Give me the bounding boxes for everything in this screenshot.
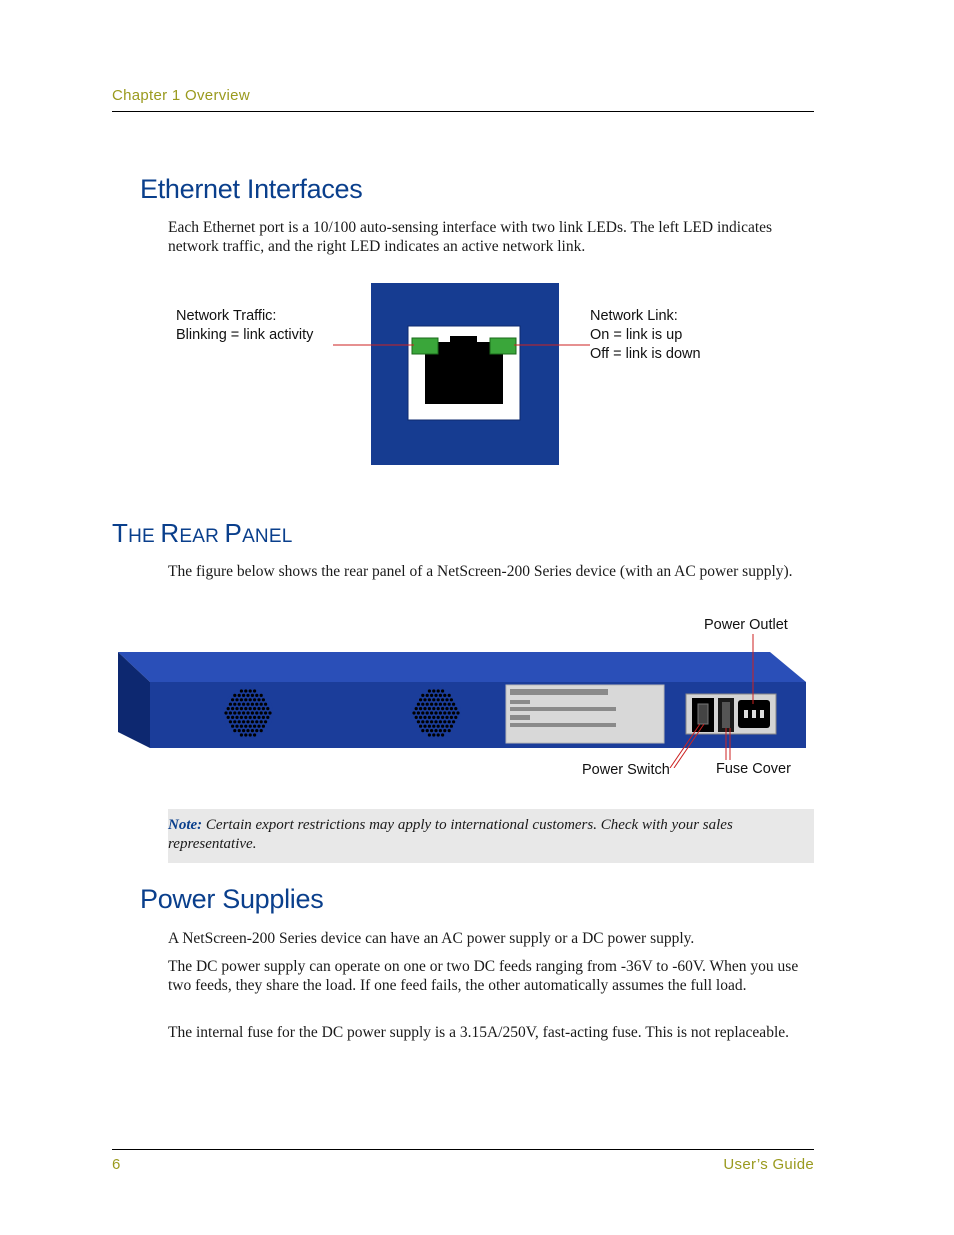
- vent-hole: [249, 725, 252, 728]
- heading-rest-he: HE: [128, 526, 161, 547]
- vent-hole: [260, 720, 263, 723]
- vent-hole: [229, 720, 232, 723]
- vent-hole: [233, 703, 236, 706]
- vent-hole: [417, 711, 420, 714]
- vent-hole: [251, 703, 254, 706]
- vent-hole: [257, 716, 260, 719]
- vent-hole: [434, 711, 437, 714]
- vent-hole: [249, 733, 252, 736]
- vent-hole: [249, 716, 252, 719]
- page-number: 6: [112, 1156, 121, 1173]
- vent-hole: [443, 720, 446, 723]
- vent-hole: [439, 720, 442, 723]
- label-plate-line: [510, 689, 608, 695]
- vent-hole: [430, 729, 433, 732]
- vent-hole: [428, 716, 431, 719]
- outlet-pin: [752, 710, 756, 718]
- label-plate-line: [510, 715, 530, 720]
- power-switch-label: Power Switch: [582, 762, 670, 778]
- running-header: Chapter 1 Overview: [112, 87, 250, 104]
- ethernet-port-figure: [330, 282, 600, 468]
- vent-hole: [233, 711, 236, 714]
- vent-hole: [242, 729, 245, 732]
- vent-hole: [260, 711, 263, 714]
- vent-hole: [251, 729, 254, 732]
- vent-hole: [233, 729, 236, 732]
- rear-panel-paragraph: The figure below shows the rear panel of a NetScreen-200 Series device (with an AC power supply).: [168, 563, 793, 580]
- vent-hole: [441, 733, 444, 736]
- vent-hole: [262, 725, 265, 728]
- rear-panel-figure: [110, 628, 822, 768]
- vent-hole: [249, 689, 252, 692]
- vent-hole: [454, 707, 457, 710]
- vent-hole: [423, 716, 426, 719]
- vent-hole: [229, 711, 232, 714]
- ethernet-paragraph: Each Ethernet port is a 10/100 auto-sensing interface with two link LEDs. The left LED indicates network traffic, and the right LED indicates an active network link.: [168, 219, 773, 255]
- vent-hole: [437, 725, 440, 728]
- vent-hole: [426, 729, 429, 732]
- vent-hole: [229, 703, 232, 706]
- vent-hole: [428, 725, 431, 728]
- outlet-pin: [744, 710, 748, 718]
- vent-hole: [244, 733, 247, 736]
- vent-hole: [255, 729, 258, 732]
- vent-hole: [430, 703, 433, 706]
- vent-hole: [231, 698, 234, 701]
- vent-hole: [450, 707, 453, 710]
- vent-hole: [253, 689, 256, 692]
- vent-hole: [249, 707, 252, 710]
- vent-hole: [240, 716, 243, 719]
- vent-hole: [257, 698, 260, 701]
- vent-hole: [238, 703, 241, 706]
- label-plate-line: [510, 723, 616, 727]
- vent-hole: [240, 707, 243, 710]
- power-paragraph-2: The DC power supply can operate on one or two DC feeds ranging from -36V to -60V. When you use two feeds, they share the load. If one feed fails, the other automatically assumes the full load.: [168, 958, 799, 994]
- vent-hole: [430, 720, 433, 723]
- vent-hole: [260, 703, 263, 706]
- vent-hole: [443, 703, 446, 706]
- vent-hole: [441, 725, 444, 728]
- vent-hole: [430, 711, 433, 714]
- vent-hole: [262, 716, 265, 719]
- device-top: [118, 652, 806, 682]
- vent-hole: [233, 694, 236, 697]
- vent-hole: [441, 689, 444, 692]
- vent-hole: [255, 720, 258, 723]
- vent-hole: [439, 703, 442, 706]
- vent-hole: [253, 725, 256, 728]
- vent-hole: [445, 716, 448, 719]
- vent-hole: [432, 725, 435, 728]
- vent-hole: [417, 703, 420, 706]
- vent-hole: [257, 725, 260, 728]
- vent-hole: [240, 698, 243, 701]
- vent-hole: [242, 694, 245, 697]
- vent-hole: [445, 707, 448, 710]
- vent-hole: [244, 698, 247, 701]
- power-outlet-label: Power Outlet: [704, 617, 788, 633]
- network-traffic-title: Network Traffic:: [176, 308, 277, 324]
- vent-hole: [240, 733, 243, 736]
- section-heading-rear-panel: [112, 518, 293, 549]
- vent-hole: [238, 694, 241, 697]
- vent-hole: [235, 698, 238, 701]
- network-link-title: Network Link:: [590, 308, 678, 324]
- vent-hole: [415, 716, 418, 719]
- vent-hole: [264, 711, 267, 714]
- power-switch-rocker: [698, 704, 708, 724]
- footer-rule: [112, 1149, 814, 1150]
- vent-hole: [240, 725, 243, 728]
- network-link-up: On = link is up: [590, 327, 683, 343]
- vent-hole: [434, 729, 437, 732]
- heading-rest-ear: EAR: [179, 526, 225, 547]
- section-heading-power: Power Supplies: [140, 884, 324, 914]
- vent-hole: [260, 694, 263, 697]
- outlet-pin: [760, 710, 764, 718]
- vent-hole: [448, 694, 451, 697]
- fuse-cover-slot: [722, 702, 730, 728]
- vent-hole: [428, 689, 431, 692]
- vent-hole: [235, 707, 238, 710]
- vent-hole: [432, 733, 435, 736]
- vent-hole: [227, 707, 230, 710]
- vent-hole: [450, 698, 453, 701]
- vent-hole: [419, 707, 422, 710]
- vent-hole: [423, 698, 426, 701]
- vent-hole: [448, 720, 451, 723]
- vent-hole: [262, 698, 265, 701]
- vent-hole: [441, 698, 444, 701]
- vent-hole: [426, 694, 429, 697]
- network-link-down: Off = link is down: [590, 346, 701, 362]
- vent-hole: [437, 698, 440, 701]
- vent-hole: [419, 716, 422, 719]
- vent-hole: [242, 703, 245, 706]
- fuse-cover-label: Fuse Cover: [716, 761, 791, 777]
- vent-hole: [264, 720, 267, 723]
- vent-hole: [428, 707, 431, 710]
- vent-hole: [268, 711, 271, 714]
- vent-hole: [432, 716, 435, 719]
- heading-cap-r: R: [160, 518, 180, 548]
- vent-hole: [448, 729, 451, 732]
- vent-hole: [242, 711, 245, 714]
- vent-hole: [238, 729, 241, 732]
- vent-hole: [441, 707, 444, 710]
- link-led: [490, 338, 516, 354]
- vent-hole: [235, 725, 238, 728]
- vent-hole: [428, 698, 431, 701]
- heading-rest-anel: ANEL: [242, 526, 293, 547]
- vent-hole: [445, 698, 448, 701]
- vent-hole: [439, 711, 442, 714]
- header-rule: [112, 111, 814, 112]
- vent-hole: [255, 694, 258, 697]
- vent-hole: [437, 716, 440, 719]
- vent-hole: [246, 703, 249, 706]
- traffic-led: [412, 338, 438, 354]
- vent-hole: [430, 694, 433, 697]
- vent-hole: [242, 720, 245, 723]
- vent-hole: [443, 729, 446, 732]
- vent-hole: [450, 716, 453, 719]
- vent-hole: [251, 694, 254, 697]
- vent-hole: [231, 716, 234, 719]
- vent-hole: [421, 720, 424, 723]
- heading-cap-p: P: [224, 518, 243, 548]
- vent-hole: [240, 689, 243, 692]
- vent-hole: [231, 707, 234, 710]
- network-link-label: [590, 307, 701, 364]
- vent-hole: [233, 720, 236, 723]
- vent-hole: [432, 698, 435, 701]
- note-body: Certain export restrictions may apply to international customers. Check with your sales representative.: [168, 817, 733, 852]
- vent-hole: [415, 707, 418, 710]
- vent-hole: [238, 720, 241, 723]
- vent-hole: [426, 711, 429, 714]
- section-heading-ethernet: Ethernet Interfaces: [140, 174, 363, 204]
- vent-hole: [421, 694, 424, 697]
- vent-hole: [423, 707, 426, 710]
- vent-hole: [260, 729, 263, 732]
- note-prefix: Note:: [168, 817, 203, 833]
- vent-hole: [452, 711, 455, 714]
- vent-hole: [264, 703, 267, 706]
- guide-title: User’s Guide: [723, 1156, 814, 1173]
- vent-hole: [421, 729, 424, 732]
- vent-hole: [443, 711, 446, 714]
- power-paragraph-1: A NetScreen-200 Series device can have an AC power supply or a DC power supply.: [168, 930, 695, 947]
- vent-hole: [246, 729, 249, 732]
- vent-hole: [426, 720, 429, 723]
- vent-hole: [251, 711, 254, 714]
- vent-hole: [434, 694, 437, 697]
- vent-hole: [255, 703, 258, 706]
- vent-hole: [432, 707, 435, 710]
- vent-hole: [448, 703, 451, 706]
- power-paragraph-3: The internal fuse for the DC power supply is a 3.15A/250V, fast-acting fuse. This is not replaceable.: [168, 1024, 789, 1041]
- label-plate-line: [510, 707, 616, 711]
- vent-hole: [262, 707, 265, 710]
- vent-hole: [224, 711, 227, 714]
- vent-hole: [246, 694, 249, 697]
- vent-hole: [417, 720, 420, 723]
- vent-hole: [412, 711, 415, 714]
- vent-hole: [423, 725, 426, 728]
- vent-hole: [419, 698, 422, 701]
- vent-hole: [443, 694, 446, 697]
- vent-hole: [452, 703, 455, 706]
- vent-hole: [246, 720, 249, 723]
- label-plate-line: [510, 700, 530, 704]
- vent-hole: [456, 711, 459, 714]
- vent-hole: [249, 698, 252, 701]
- vent-hole: [441, 716, 444, 719]
- vent-hole: [255, 711, 258, 714]
- vent-hole: [266, 716, 269, 719]
- vent-hole: [421, 711, 424, 714]
- vent-hole: [439, 729, 442, 732]
- vent-hole: [238, 711, 241, 714]
- network-traffic-label: [176, 307, 313, 345]
- vent-hole: [437, 707, 440, 710]
- vent-hole: [253, 716, 256, 719]
- vent-hole: [253, 707, 256, 710]
- vent-hole: [432, 689, 435, 692]
- vent-hole: [257, 707, 260, 710]
- vent-hole: [266, 707, 269, 710]
- vent-hole: [227, 716, 230, 719]
- vent-hole: [454, 716, 457, 719]
- vent-hole: [452, 720, 455, 723]
- vent-hole: [253, 698, 256, 701]
- vent-hole: [244, 707, 247, 710]
- vent-hole: [428, 733, 431, 736]
- vent-hole: [434, 703, 437, 706]
- vent-hole: [421, 703, 424, 706]
- vent-hole: [434, 720, 437, 723]
- vent-hole: [419, 725, 422, 728]
- vent-hole: [450, 725, 453, 728]
- vent-hole: [253, 733, 256, 736]
- vent-hole: [244, 725, 247, 728]
- heading-cap-t: T: [112, 518, 129, 548]
- vent-hole: [244, 716, 247, 719]
- network-traffic-desc: Blinking = link activity: [176, 327, 314, 343]
- vent-hole: [244, 689, 247, 692]
- vent-hole: [246, 711, 249, 714]
- vent-hole: [235, 716, 238, 719]
- vent-hole: [437, 689, 440, 692]
- vent-hole: [439, 694, 442, 697]
- vent-hole: [231, 725, 234, 728]
- note-text: [168, 816, 808, 854]
- vent-hole: [448, 711, 451, 714]
- vent-hole: [426, 703, 429, 706]
- vent-hole: [445, 725, 448, 728]
- vent-hole: [251, 720, 254, 723]
- vent-hole: [437, 733, 440, 736]
